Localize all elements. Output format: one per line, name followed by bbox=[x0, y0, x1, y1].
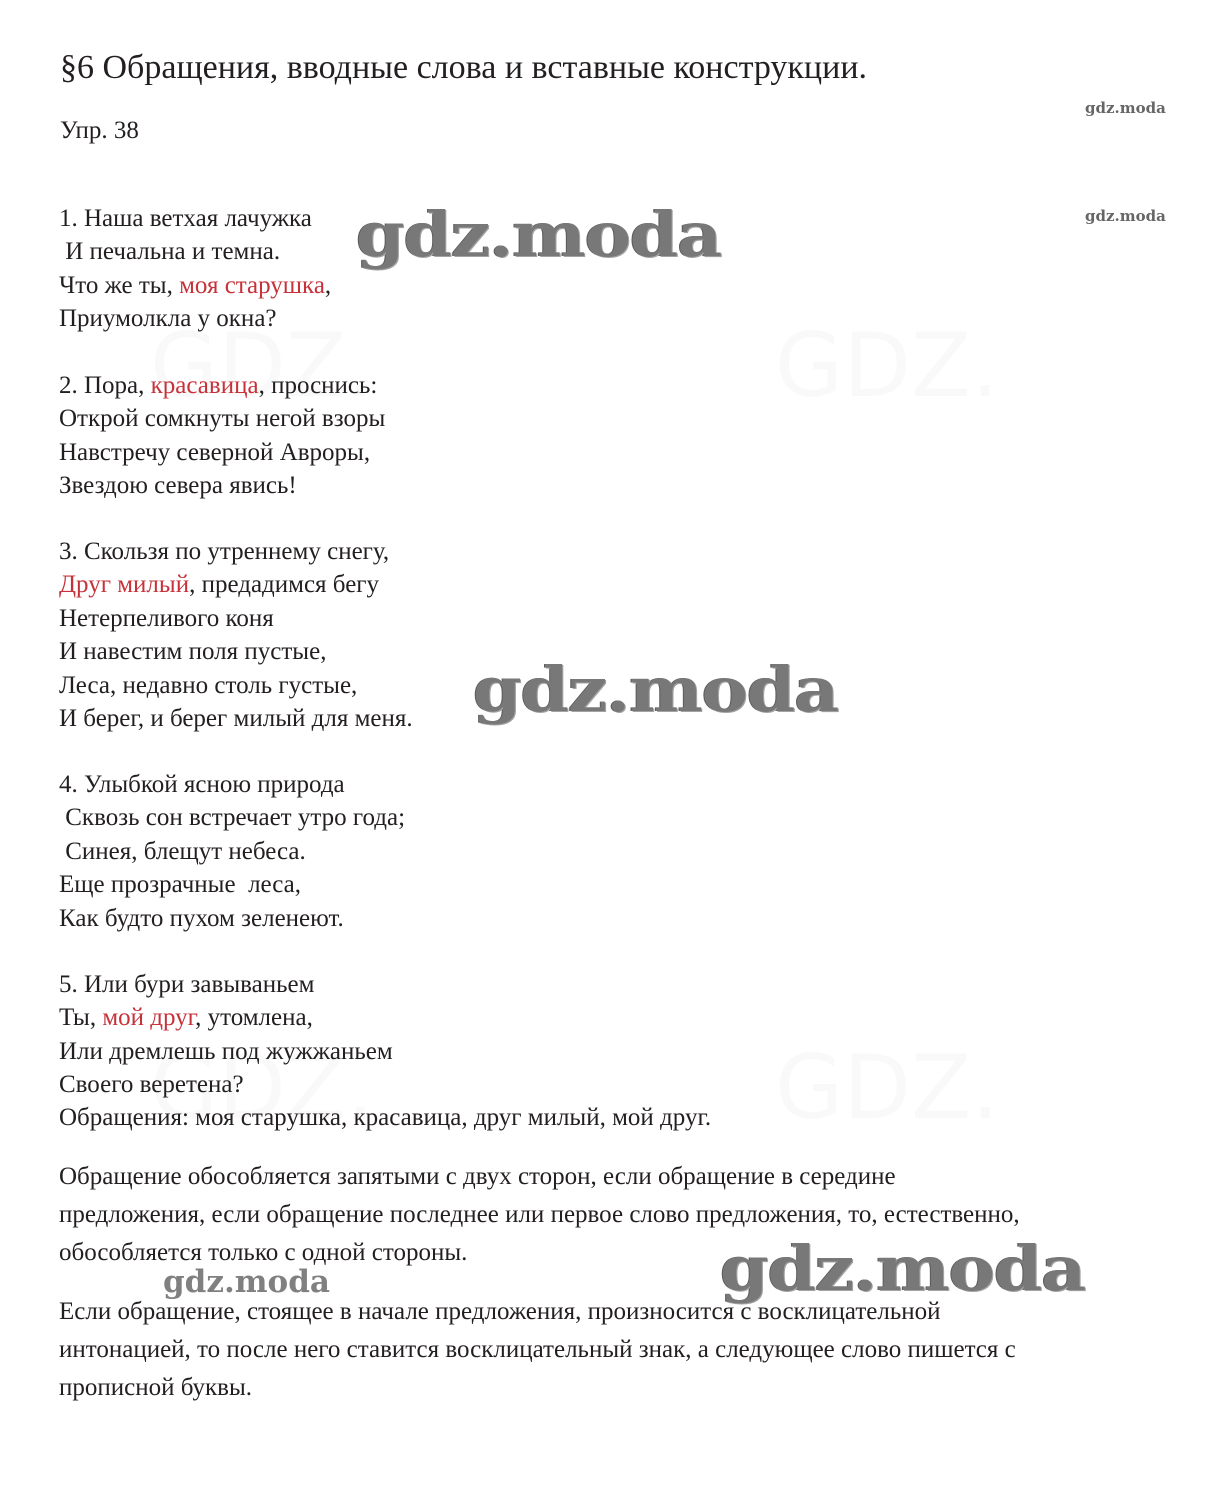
poem-5 bbox=[59, 968, 393, 1102]
poem-4 bbox=[59, 768, 405, 935]
poem-line bbox=[59, 702, 413, 735]
poem-line bbox=[59, 801, 405, 834]
poem-line bbox=[59, 436, 385, 469]
paragraph-line: обособляется только с одной стороны. bbox=[59, 1239, 468, 1266]
line-text: И берег, и берег милый для меня. bbox=[59, 704, 413, 732]
watermark-large: gdz.moda bbox=[473, 653, 839, 726]
poem-line bbox=[59, 835, 405, 868]
line-text: Ты, bbox=[59, 1004, 103, 1032]
address-word: мой друг bbox=[102, 1004, 196, 1032]
line-text: , утомлена, bbox=[195, 1004, 313, 1032]
poem-2 bbox=[59, 369, 385, 503]
paragraph-line: прописной буквы. bbox=[59, 1374, 253, 1401]
poem-3 bbox=[59, 535, 413, 735]
poem-line bbox=[59, 402, 385, 435]
line-text: , проснись: bbox=[258, 372, 378, 399]
poem-line bbox=[59, 902, 405, 935]
poem-line bbox=[59, 302, 331, 335]
address-word: Друг милый bbox=[59, 571, 190, 599]
watermark-large: gdz.moda bbox=[720, 1232, 1086, 1305]
watermark-large: gdz.moda bbox=[356, 198, 722, 271]
poem-line bbox=[59, 602, 413, 635]
line-text: 1. Наша ветхая лачужка bbox=[59, 205, 312, 232]
summary-line: Обращения: моя старушка, красавица, друг милый, мой друг. bbox=[59, 1104, 712, 1131]
address-word: моя старушка bbox=[179, 271, 325, 299]
paragraph-line: Обращение обособляется запятыми с двух сторон, если обращение в середине bbox=[59, 1163, 896, 1190]
line-text: Леса, недавно столь густые, bbox=[59, 671, 358, 699]
line-text: Или дремлешь под жужжаньем bbox=[59, 1037, 393, 1065]
watermark-medium: gdz.moda bbox=[163, 1264, 330, 1300]
line-text: 3. Скользя по утреннему снегу, bbox=[59, 538, 390, 565]
poem-line bbox=[59, 535, 413, 568]
line-text: Приумолкла у окна? bbox=[59, 305, 277, 333]
poem-line bbox=[59, 568, 413, 601]
poem-line bbox=[59, 1035, 393, 1068]
line-text: Открой сомкнуты негой взоры bbox=[59, 405, 386, 433]
line-text: Сквозь сон встречает утро года; bbox=[59, 804, 406, 832]
ghost-watermark bbox=[775, 318, 999, 414]
line-text: Нетерпеливого коня bbox=[59, 604, 274, 632]
poem-line bbox=[59, 469, 385, 502]
paragraph-line: предложения, если обращение последнее или первое слово предложения, то, естественно, bbox=[59, 1201, 1020, 1228]
line-text: И печальна и темна. bbox=[59, 238, 281, 266]
line-text: Своего веретена? bbox=[59, 1071, 244, 1099]
poem-line bbox=[59, 868, 405, 901]
poem-line bbox=[59, 635, 413, 668]
address-word: красавица bbox=[150, 372, 259, 399]
line-text: Как будто пухом зеленеют. bbox=[59, 904, 344, 932]
line-text: 4. Улыбкой ясною природа bbox=[59, 771, 345, 798]
watermark-small: gdz.moda bbox=[1085, 207, 1166, 225]
line-text: Звездою севера явись! bbox=[59, 472, 297, 500]
line-text: 2. Пора, bbox=[59, 372, 151, 399]
poem-line bbox=[59, 968, 393, 1001]
poem-line bbox=[59, 1001, 393, 1034]
page-title: §6 Обращения, вводные слова и вставные конструкции. bbox=[60, 49, 868, 86]
poem-line bbox=[59, 369, 385, 402]
poem-line bbox=[59, 235, 331, 268]
ghost-watermark bbox=[775, 1040, 999, 1136]
paragraph-line: Если обращение, стоящее в начале предложения, произносится с восклицательной bbox=[59, 1298, 941, 1325]
line-text: Синея, блещут небеса. bbox=[59, 837, 306, 865]
poem-line bbox=[59, 1068, 393, 1101]
line-text: , bbox=[324, 271, 332, 299]
line-text: 5. Или бури завываньем bbox=[59, 971, 315, 998]
paragraph-line: интонацией, то после него ставится восклицательный знак, а следующее слово пишется с bbox=[59, 1336, 1016, 1363]
poem-line bbox=[59, 669, 413, 702]
line-text: , предадимся бегу bbox=[189, 571, 380, 599]
watermark-small: gdz.moda bbox=[1085, 99, 1166, 117]
poem-line bbox=[59, 269, 331, 302]
poem-line bbox=[59, 768, 405, 801]
line-text: Что же ты, bbox=[59, 271, 180, 299]
poem-1 bbox=[59, 202, 331, 336]
line-text: Навстречу северной Авроры, bbox=[59, 438, 371, 466]
exercise-number: Упр. 38 bbox=[60, 117, 139, 144]
line-text: Еще прозрачные леса, bbox=[59, 871, 302, 899]
poem-line bbox=[59, 202, 331, 235]
rule-paragraph-2 bbox=[59, 1293, 1184, 1407]
line-text: И навестим поля пустые, bbox=[59, 638, 327, 666]
